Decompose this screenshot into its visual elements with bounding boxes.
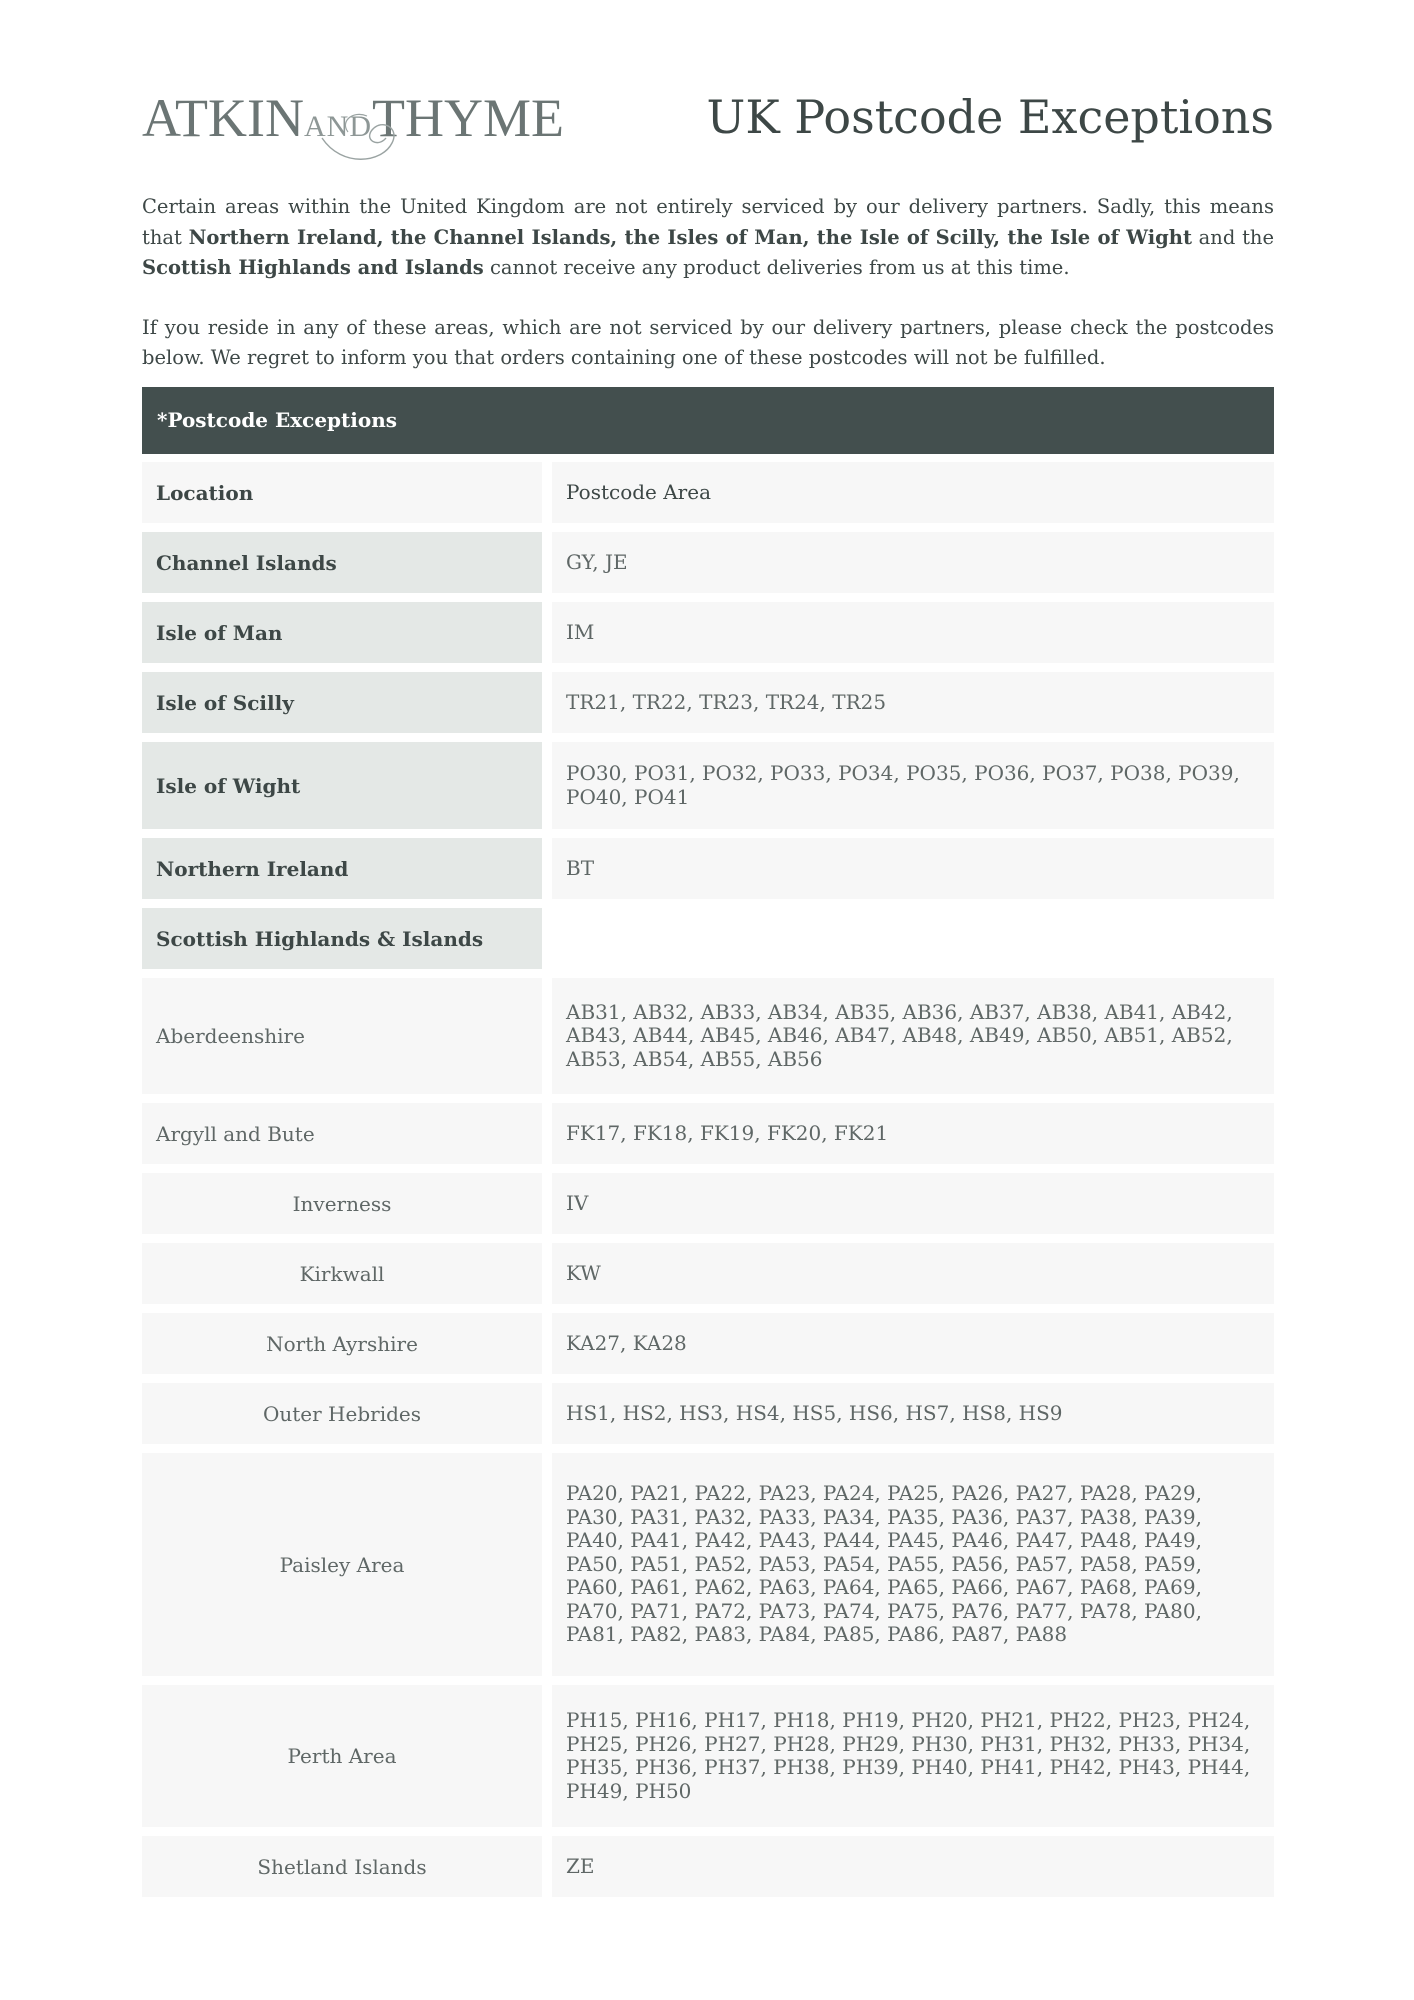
table-row [142,1836,1274,1897]
location-cell: Northern Ireland [142,838,542,899]
location-cell: Isle of Wight [142,742,542,829]
table-row [142,838,1274,899]
intro-paragraph-2: If you reside in any of these areas, which are not serviced by our delivery partners, please check the postcodes below. We regret to inform you that orders containing one of these postcodes will not be fulfilled. [142,315,1274,369]
postcode-cell: PA20, PA21, PA22, PA23, PA24, PA25, PA26, PA27, PA28, PA29, PA30, PA31, PA32, PA33, PA34, PA35, PA36, PA37, PA38, PA39, PA40, PA41, PA42, PA43, PA44, PA45, PA46, PA47, PA48, PA49, PA50, PA51, PA52, PA53, PA54, PA55, PA56, PA57, PA58, PA59, PA60, PA61, PA62, PA63, PA64, PA65, PA66, PA67, PA68, PA69, PA70, PA71, PA72, PA73, PA74, PA75, PA76, PA77, PA78, PA80, PA81, PA82, PA83, PA84, PA85, PA86, PA87, PA88 [552,1453,1274,1676]
location-cell: Channel Islands [142,532,542,593]
postcode-cell: KW [552,1243,1274,1304]
logo-swirl-icon [312,108,432,168]
column-header-location: Location [142,462,542,523]
postcode-cell: FK17, FK18, FK19, FK20, FK21 [552,1103,1274,1164]
postcode-cell: KA27, KA28 [552,1313,1274,1374]
location-cell: Kirkwall [142,1243,542,1304]
column-header-postcode: Postcode Area [552,462,1274,523]
logo-word-thyme: THYME [371,88,564,148]
postcode-cell: IV [552,1173,1274,1234]
table-row [142,1173,1274,1234]
table-row [142,532,1274,593]
table-row [142,908,1274,969]
location-cell: Argyll and Bute [142,1103,542,1164]
intro-paragraph-1: Certain areas within the United Kingdom are not entirely serviced by our delivery partners. Sadly, this means that Northern Ireland, the Channel Islands, the Isles of Man, the Isle of Scilly, the Isle of Wight and the Scottish Highlands and Islands cannot receive any product deliveries from us at this time. [142,195,1275,279]
table-row [142,1453,1274,1676]
logo-word-atkin: ATKIN [142,88,304,148]
postcode-cell: PH15, PH16, PH17, PH18, PH19, PH20, PH21, PH22, PH23, PH24, PH25, PH26, PH27, PH28, PH29, PH30, PH31, PH32, PH33, PH34, PH35, PH36, PH37, PH38, PH39, PH40, PH41, PH42, PH43, PH44, PH49, PH50 [552,1685,1274,1827]
table-row [142,742,1274,829]
postcode-cell: BT [552,838,1274,899]
table-row [142,1103,1274,1164]
location-cell: Perth Area [142,1685,542,1827]
page-title: UK Postcode Exceptions [706,90,1274,144]
table-column-headers [142,462,1274,523]
postcode-cell: AB31, AB32, AB33, AB34, AB35, AB36, AB37, AB38, AB41, AB42, AB43, AB44, AB45, AB46, AB47, AB48, AB49, AB50, AB51, AB52, AB53, AB54, AB55, AB56 [552,978,1274,1094]
postcode-cell: HS1, HS2, HS3, HS4, HS5, HS6, HS7, HS8, HS9 [552,1383,1274,1444]
location-cell: Shetland Islands [142,1836,542,1897]
postcode-cell: IM [552,602,1274,663]
table-row [142,602,1274,663]
table-title-bar: *Postcode Exceptions [142,387,1274,454]
table-row [142,978,1274,1094]
location-cell: Isle of Scilly [142,672,542,733]
location-cell: Scottish Highlands & Islands [142,908,542,969]
intro-text [142,192,1274,403]
postcode-cell: PO30, PO31, PO32, PO33, PO34, PO35, PO36, PO37, PO38, PO39, PO40, PO41 [552,742,1274,829]
location-cell: Aberdeenshire [142,978,542,1094]
location-cell: Paisley Area [142,1453,542,1676]
logo-word-and: AND [303,110,372,143]
postcode-cell [552,908,1274,969]
location-cell: North Ayrshire [142,1313,542,1374]
table-row [142,1685,1274,1827]
table-row [142,672,1274,733]
location-cell: Inverness [142,1173,542,1234]
table-row [142,1383,1274,1444]
table-row [142,1313,1274,1374]
location-cell: Isle of Man [142,602,542,663]
table-row [142,1243,1274,1304]
postcode-cell: ZE [552,1836,1274,1897]
postcode-cell: GY, JE [552,532,1274,593]
page-header [142,78,1274,168]
postcode-cell: TR21, TR22, TR23, TR24, TR25 [552,672,1274,733]
location-cell: Outer Hebrides [142,1383,542,1444]
brand-logo [142,88,562,168]
